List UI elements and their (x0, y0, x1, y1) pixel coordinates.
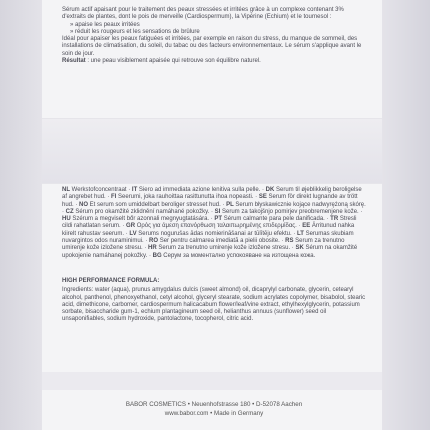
box-left-edge (0, 0, 42, 430)
lang-code: SI (214, 208, 221, 215)
ingredients-section (62, 278, 366, 324)
lang-code: FI (111, 194, 117, 201)
lang-text: Serum til øjeblikkelig beroligelse af angrebet hud. · (62, 187, 362, 201)
lang-code: TR (330, 216, 339, 223)
lang-code: GR (126, 223, 136, 230)
lang-text: Serum za takojšnjo pomirjev preobremenjene kože. · (220, 208, 363, 215)
lang-code: SK (295, 245, 304, 252)
lang-text: Sérum pro okamžité zklidnění namáhané pokožky. · (73, 208, 215, 215)
lang-text: Serum za trenutno umirenje kože izložene stresu. · (156, 245, 296, 252)
french-description (62, 7, 366, 65)
lang-code: PT (214, 216, 223, 223)
lang-text: Werkstofconcentraat · (70, 187, 132, 193)
lang-text: Et serum som umiddelbart beroliger stresset hud. · (88, 201, 227, 208)
lang-text: Seerumi, joka rauhoittaa rasittunutta ihoa nopeasti. · (116, 194, 259, 201)
lang-code: CZ (65, 208, 74, 215)
result-text: : une peau visiblement apaisée qui retrouve son équilibre naturel. (85, 58, 261, 65)
lang-text: Ärritunud nahka kiirelt rahustav seerum. · (62, 223, 355, 237)
lang-text: Серум за моментално успокояване на изтощена кожа. (161, 252, 316, 259)
lang-code: RS (285, 238, 294, 245)
formula-title: HIGH PERFORMANCE FORMULA: (62, 278, 160, 284)
lang-code: LV (129, 230, 137, 237)
lang-code: HR (148, 245, 157, 252)
fold-band (42, 118, 382, 184)
lang-code: NL (62, 187, 70, 193)
language-paragraph (62, 187, 366, 260)
lang-code: IT (131, 187, 138, 193)
lang-text: Serums nogurušas ādas nomierināšanai ar tūlītēju efektu. · (136, 230, 298, 237)
lang-text: Serum błyskawicznie kojące nadwyrężoną skórę. · (62, 201, 366, 215)
lang-text: Serumas skubiam nuvargintos odos nuraminimui. · (62, 230, 354, 245)
lang-text: Serum för direkt lugnande av trött hud. · (62, 194, 358, 208)
ingredients-list: Ingredients: water (aqua), prunus amygdalus dulcis (sweet almond) oil, dicaprylyl carbonate, glycerin, cetearyl alcohol, panthenol, phenoxyethanol, cetyl alcohol, glyceryl stearate, sodium acrylates copolymer, bisabolol, stearic acid, dimethicone, carbomer, cardiospermum halicacabum flower/leaf/vine extract, ethylhexylglycerin, potassium sorbate, bisaccharide gum-1, echium plantagineum seed oil, helianthus annuus (sunflower) seed oil unsaponifiables, sodium hydroxide, pantolactone, tocopherol, citric acid. (62, 287, 366, 323)
result-line (62, 58, 366, 65)
benefit-item: » apaise les peaux irritées (70, 21, 140, 28)
lang-code: DK (265, 187, 275, 193)
lang-code: PL (226, 201, 234, 208)
lang-code: RO (149, 238, 159, 245)
box-right-edge (382, 0, 430, 430)
lang-text: Sérum calmante para pele danificada. · (222, 216, 331, 223)
lang-text: Serum za trenutno umirenje kože izložene stresu. · (62, 238, 345, 252)
result-label: Résultat (62, 58, 86, 65)
multilingual-descriptions (62, 187, 366, 260)
usage-text: Idéal pour apaiser les peaux fatiguées et irritées, par exemple en raison du stress, du manque de sommeil, des installations de climatisation, du soleil, du tabac ou des facteurs environnementaux. Le sérum s'applique avant le soin de jour. (62, 36, 362, 57)
lang-code: NO (79, 201, 89, 208)
company-address: BABOR COSMETICS • Neuenhofstrasse 180 • D-52078 Aachen (125, 401, 303, 408)
fold-band-bottom (42, 372, 382, 390)
website-origin: www.babor.com • Made in Germany (164, 410, 264, 417)
lang-text: Szérum a megviselt bőr azonnali megnyugtatására. · (70, 216, 215, 223)
lang-text: Ορός για άμεση επανόρθωση ταλαιπωρημένης επιδερμίδας. · (135, 223, 303, 230)
intro-text: Sérum actif apaisant pour le traitement des peaux stressées et irritées grâce à un complexe contenant 3% d'extraits de plantes, dont le pois de merveille (Cardiospermum), la Vipérine (Echium) et le tournesol : (62, 7, 344, 21)
benefit-item: » réduit les rougeurs et les sensations de brûlure (70, 28, 200, 35)
lang-text: Ser pentru calmarea imediată a pielii obosite. · (158, 238, 286, 245)
lang-code: EE (302, 223, 311, 230)
lang-text: Stresli cildi rahatlatan serum. · (62, 216, 357, 230)
lang-code: BG (152, 252, 162, 259)
lang-code: HU (62, 216, 71, 223)
lang-text: Sérum na okamžité upokojenie namáhanej pokožky. · (62, 245, 358, 259)
lang-code: SE (258, 194, 267, 201)
lang-code: LT (297, 230, 304, 237)
lang-text: Siero ad immediata azione lenitiva sulla pelle. · (137, 187, 266, 193)
